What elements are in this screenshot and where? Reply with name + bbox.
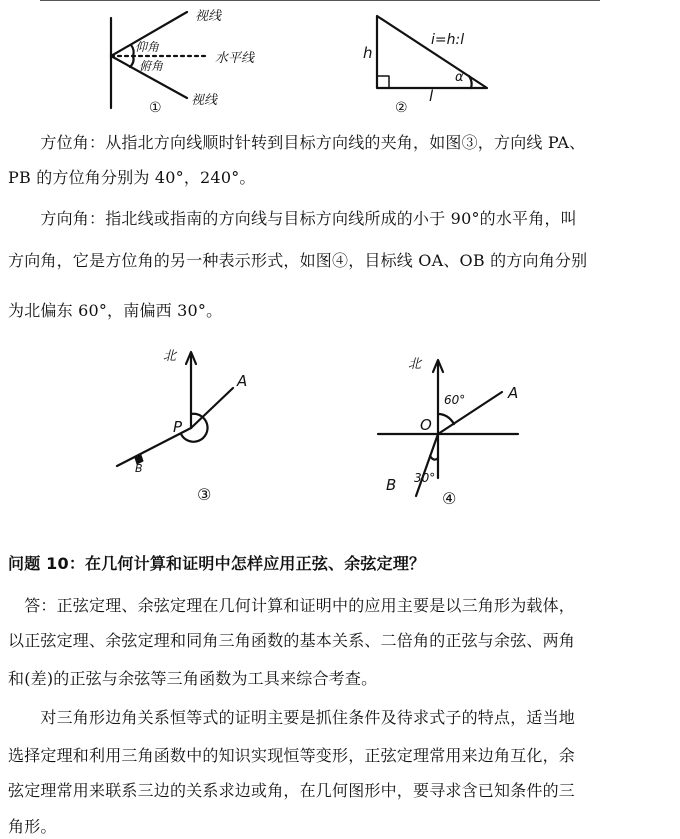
elevation-arc bbox=[131, 45, 134, 56]
alpha-arc bbox=[469, 76, 472, 88]
ray-pa bbox=[191, 388, 233, 428]
fig3-number: ③ bbox=[197, 485, 212, 504]
para-direction-line2: 方向角，它是方位角的另一种表示形式，如图④，目标线 OA、OB 的方向角分别 bbox=[8, 251, 588, 270]
fig4-angle-top: 60° bbox=[444, 393, 466, 407]
question-10-title: 问题 10：在几何计算和证明中怎样应用正弦、余弦定理？ bbox=[8, 554, 426, 573]
para-azimuth-line2: PB 的方位角分别为 40°，240°。 bbox=[8, 168, 256, 187]
figure-4 bbox=[372, 348, 552, 518]
fig4-label-b: B bbox=[386, 476, 397, 494]
fig1-number: ① bbox=[149, 100, 162, 116]
fig3-north-label: 北 bbox=[163, 349, 177, 364]
fig3-label-a: A bbox=[237, 372, 248, 390]
fig4-label-o: O bbox=[420, 416, 432, 434]
fig2-number: ② bbox=[395, 100, 408, 116]
answer-para1-line3: 和(差)的正弦与余弦等三角函数为工具来综合考查。 bbox=[8, 669, 378, 688]
angle-30-arc bbox=[430, 456, 438, 460]
fig3-label-b: B bbox=[135, 462, 143, 475]
right-angle-mark bbox=[377, 76, 389, 88]
fig4-north-label: 北 bbox=[408, 357, 422, 372]
answer-para1-line2: 以正弦定理、余弦定理和同角三角函数的基本关系、二倍角的正弦与余弦、两角 bbox=[8, 631, 576, 650]
para-azimuth-line1: 方位角：从指北方向线顺时针转到目标方向线的夹角，如图③，方向线 PA、 bbox=[8, 133, 586, 152]
fig1-label-top: 视线 bbox=[195, 9, 222, 24]
figure-1 bbox=[95, 0, 295, 115]
fig4-angle-bottom: 30° bbox=[414, 471, 436, 485]
fig2-label-h: h bbox=[363, 44, 373, 62]
answer-para2-line3: 弦定理常用来联系三边的关系求边或角，在几何图形中，要寻求含已知条件的三 bbox=[8, 781, 576, 800]
figure-3 bbox=[105, 340, 265, 515]
depression-arc bbox=[130, 56, 134, 67]
fig1-dep-label: 俯角 bbox=[139, 59, 164, 73]
ray-ob bbox=[416, 434, 438, 496]
answer-para1-line1: 答：正弦定理、余弦定理在几何计算和证明中的应用主要是以三角形为载体， bbox=[8, 596, 576, 615]
fig2-label-alpha: α bbox=[455, 70, 464, 85]
para-direction-line1: 方向角：指北线或指南的方向线与目标方向线所成的小于 90°的水平角，叫 bbox=[8, 209, 577, 228]
fig4-number: ④ bbox=[442, 489, 457, 508]
fig4-label-a: A bbox=[508, 384, 519, 402]
angle-60-arc bbox=[438, 414, 454, 424]
fig1-horiz-label: 水平线 bbox=[215, 51, 255, 66]
fig3-label-p: P bbox=[173, 418, 183, 436]
azimuth-arc bbox=[181, 414, 208, 442]
para-direction-line3: 为北偏东 60°，南偏西 30°。 bbox=[8, 301, 223, 320]
figure-2 bbox=[355, 8, 505, 120]
fig2-label-ratio: i=h:l bbox=[431, 32, 465, 48]
answer-para2-line1: 对三角形边角关系恒等式的证明主要是抓住条件及待求式子的特点，适当地 bbox=[8, 708, 576, 727]
fig1-elev-label: 仰角 bbox=[135, 40, 160, 54]
answer-para2-line4: 角形。 bbox=[8, 817, 57, 836]
answer-para2-line2: 选择定理和利用三角函数中的知识实现恒等变形，正弦定理常用来边角互化，余 bbox=[8, 746, 576, 765]
fig1-label-bottom: 视线 bbox=[191, 93, 218, 108]
fig2-label-l: l bbox=[429, 87, 434, 105]
